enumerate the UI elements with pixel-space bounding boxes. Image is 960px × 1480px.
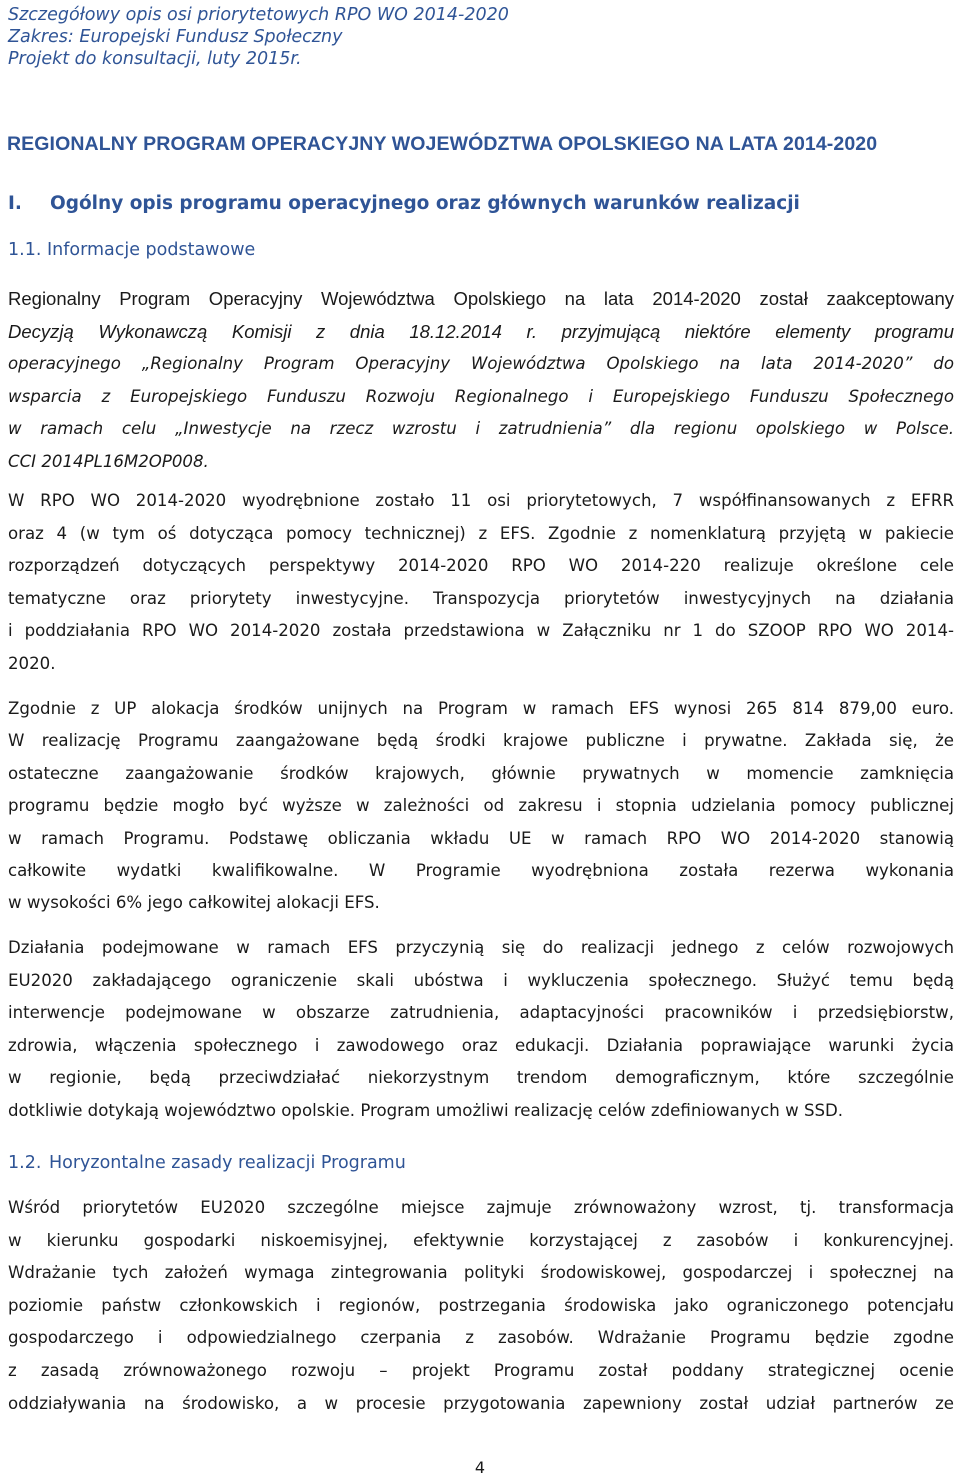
text-line: w ramach celu „Inwestycje na rzecz wzrostu i zatrudnienia” dla regionu opolskiego w Polsce.: [8, 419, 954, 439]
text-line: dotkliwie dotykają województwo opolskie. Program umożliwi realizację celów zdefiniowanych w SSD.: [8, 1100, 844, 1120]
text-line: oddziaływania na środowisko, a w procesie przygotowania zapewniony został udział partnerów ze: [8, 1393, 954, 1413]
text-line: CCI 2014PL16M2OP008.: [8, 451, 209, 471]
section-number: I.: [8, 193, 22, 214]
text-line: w ramach Programu. Podstawę obliczania wkładu UE w ramach RPO WO 2014-2020 stanowią: [8, 828, 954, 848]
page-number: 4: [474, 1458, 486, 1477]
text-line: w regionie, będą przeciwdziałać niekorzystnym trendom demograficznym, które szczególnie: [8, 1068, 954, 1087]
text-line: Wśród priorytetów EU2020 szczególne miejsce zajmuje zrównoważony wzrost, tj. transformacja: [8, 1198, 954, 1217]
text-line: w kierunku gospodarki niskoemisyjnej, efektywnie korzystającej z zasobów i konkurencyjnej.: [8, 1230, 954, 1250]
header-line: Projekt do konsultacji, luty 2015r.: [8, 49, 302, 69]
text-line: operacyjnego „Regionalny Program Operacyjny Województwa Opolskiego na lata 2014-2020” do: [8, 354, 954, 374]
main-title: REGIONALNY PROGRAM OPERACYJNY WOJEWÓDZTWA OPOLSKIEGO NA LATA 2014-2020: [7, 133, 878, 155]
paragraph-allocation: [8, 693, 954, 920]
text-line: tematyczne oraz priorytety inwestycyjne. Transpozycja priorytetów inwestycyjnych na działania: [8, 588, 954, 608]
section-heading-1: [8, 193, 800, 214]
text-line: zdrowia, włączenia społecznego i zawodowego oraz edukacji. Działania poprawiające warunki życia: [8, 1035, 954, 1055]
text-line: oraz 4 (w tym oś dotycząca pomocy technicznej) z EFS. Zgodnie z nomenklaturą przyjętą w pakiecie: [8, 523, 954, 543]
text-line: Decyzją Wykonawczą Komisji z dnia 18.12.2014 r. przyjmującą niektóre elementy programu: [8, 320, 954, 342]
text-line: Zgodnie z UP alokacja środków unijnych na Program w ramach EFS wynosi 265 814 879,00 euro.: [8, 699, 954, 718]
text-line: interwencje podejmowane w obszarze zatrudnienia, adaptacyjności pracowników i przedsiębiorstw,: [8, 1003, 954, 1022]
document-header: [8, 4, 509, 70]
text-line: EU2020 zakładającego ograniczenie skali ubóstwa i wykluczenia społecznego. Służyć temu będą: [8, 970, 954, 990]
text-line: programu będzie mogło być wyższe w zależności od zakresu i stopnia udzielania pomocy publicznej: [8, 796, 954, 816]
section-title: Horyzontalne zasady realizacji Programu: [49, 1153, 406, 1173]
text-line: z zasadą zrównoważonego rozwoju – projekt Programu został poddany strategicznej ocenie: [8, 1360, 954, 1380]
text-line: wsparcia z Europejskiego Funduszu Rozwoju Regionalnego i Europejskiego Funduszu Społecznego: [8, 386, 954, 406]
paragraph-priority-axes: [8, 485, 954, 681]
header-line: Szczegółowy opis osi priorytetowych RPO WO 2014-2020: [8, 5, 509, 25]
section-title: Ogólny opis programu operacyjnego oraz głównych warunków realizacji: [50, 193, 800, 214]
text-line: ostateczne zaangażowanie środków krajowych, głównie prywatnych w momencie zamknięcia: [8, 763, 954, 783]
paragraph-efs-actions: [8, 932, 954, 1127]
text-line: poziomie państw członkowskich i regionów, postrzegania środowiska jako ograniczonego potencjału: [8, 1295, 954, 1315]
text-line: rozporządzeń dotyczących perspektywy 2014-2020 RPO WO 2014-220 realizuje określone cele: [8, 556, 954, 576]
paragraph-basic-info: [8, 283, 954, 479]
section-number: 1.2.: [8, 1153, 42, 1173]
text-line: W RPO WO 2014-2020 wyodrębnione zostało 11 osi priorytetowych, 7 współfinansowanych z EFRR: [8, 491, 954, 510]
header-line: Zakres: Europejski Fundusz Społeczny: [8, 27, 343, 47]
text-line: gospodarczego i odpowiedzialnego czerpania z zasobów. Wdrażanie Programu będzie zgodne: [8, 1328, 954, 1348]
text-line: 2020.: [8, 653, 56, 673]
section-heading-1-2: [8, 1153, 406, 1173]
text-line: Wdrażanie tych założeń wymaga zintegrowania polityki środowiskowej, gospodarczej i społecznej na: [8, 1263, 954, 1283]
text-line: w wysokości 6% jego całkowitej alokacji EFS.: [8, 893, 380, 913]
text-line: Działania podejmowane w ramach EFS przyczynią się do realizacji jednego z celów rozwojowych: [8, 938, 954, 957]
text-line: całkowite wydatki kwalifikowalne. W Programie wyodrębniona została rezerwa wykonania: [8, 860, 954, 880]
section-heading-1-1: 1.1. Informacje podstawowe: [8, 240, 256, 260]
text-line: i poddziałania RPO WO 2014-2020 została przedstawiona w Załączniku nr 1 do SZOOP RPO WO 2014-: [8, 621, 954, 641]
text-line: W realizację Programu zaangażowane będą środki krajowe publiczne i prywatne. Zakłada się, że: [8, 731, 954, 751]
text-line: Regionalny Program Operacyjny Województwa Opolskiego na lata 2014-2020 został zaakceptowany: [8, 288, 954, 309]
paragraph-horizontal-principles: [8, 1192, 954, 1420]
